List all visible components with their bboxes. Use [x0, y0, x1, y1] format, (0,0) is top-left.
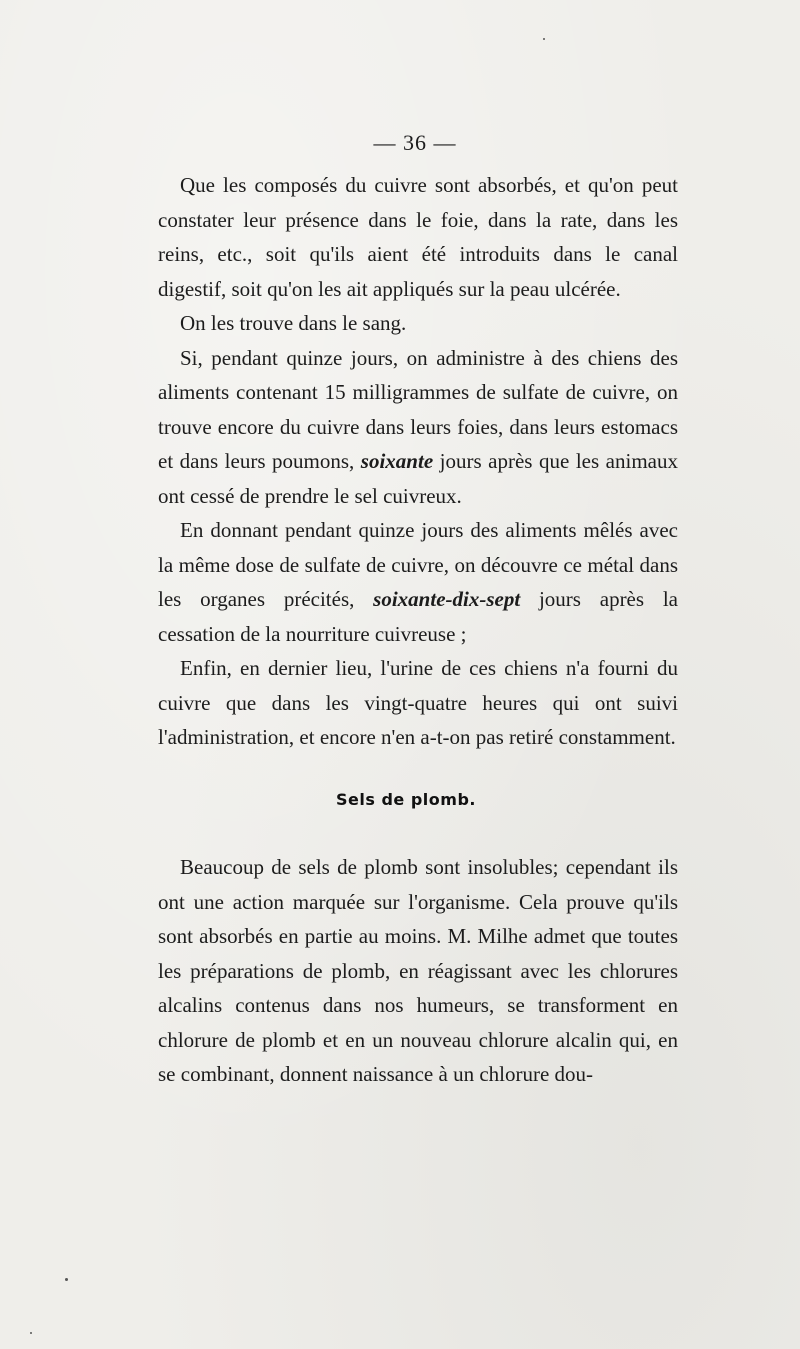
paragraph-3-part-2: jours après que les animaux ont cessé de prendre le sel cuivreux. — [158, 449, 678, 508]
paper-speck — [30, 1332, 32, 1334]
paragraph-6: Beaucoup de sels de plomb sont insolubles; cependant ils ont une action marquée sur l'organisme. Cela prouve qu'ils sont absorbés en partie au moins. M. Milhe admet que toutes les préparations de plomb, en réagissant avec les chlorures alcalins contenus dans nos humeurs, se transforment en chlorure de plomb et en un nouveau chlorure alcalin qui, en se combinant, donnent naissance à un chlorure dou- — [158, 855, 678, 1086]
paragraph-4-part-2: jours après la cessation de la nourriture cuivreuse ; — [158, 587, 678, 646]
section-heading: Sels de plomb. — [336, 790, 476, 809]
paragraph-3-part-1: Si, pendant quinze jours, on administre à des chiens des aliments contenant 15 milligrammes de sulfate de cuivre, on trouve encore du cuivre dans leurs foies, dans leurs estomacs et dans leurs poumons, — [158, 345, 678, 473]
paragraph-4-emphasis: soixante-dix-sept — [373, 587, 521, 611]
text-block-copper — [158, 168, 678, 755]
paper-speck — [65, 1278, 68, 1281]
paper-speck — [543, 38, 545, 40]
paragraph-2: On les trouve dans le sang. — [180, 311, 407, 335]
text-block-lead — [158, 850, 678, 1092]
paragraph-4-part-1: En donnant pendant quinze jours des aliments mêlés avec la même dose de sulfate de cuivre, on découvre ce métal dans les organes précités, — [158, 518, 678, 611]
paragraph-1: Que les composés du cuivre sont absorbés, et qu'on peut constater leur présence dans le foie, dans la rate, dans les reins, etc., soit qu'ils aient été introduits dans le canal digestif, soit qu'on les ait appliqués sur la peau ulcérée. — [158, 173, 678, 301]
paragraph-3 — [158, 341, 678, 514]
paragraph-5: Enfin, en dernier lieu, l'urine de ces chiens n'a fourni du cuivre que dans les vingt-quatre heures qui ont suivi l'administration, et encore n'en a-t-on pas retiré constamment. — [158, 656, 678, 749]
page-number: — 36 — — [373, 130, 457, 155]
paragraph-4 — [158, 513, 678, 651]
paragraph-3-emphasis: soixante — [360, 449, 434, 473]
